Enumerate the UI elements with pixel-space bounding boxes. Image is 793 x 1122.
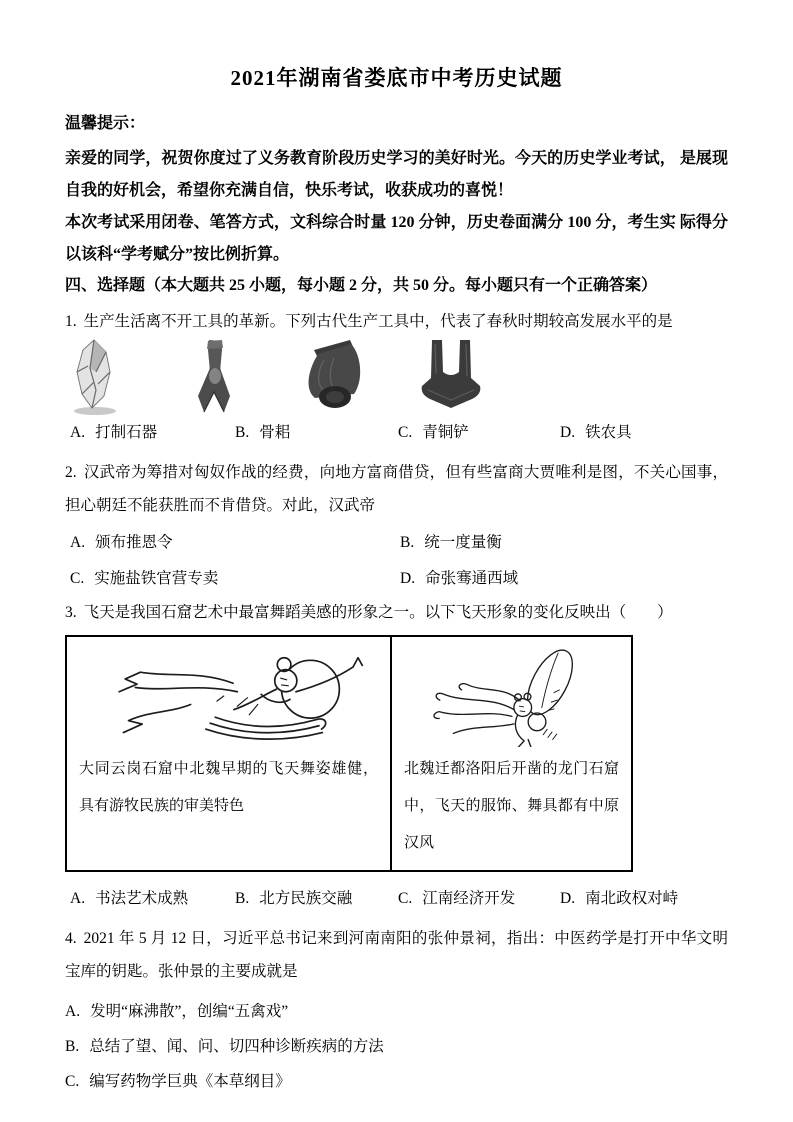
q1-option-d: D. 铁农具 (560, 424, 632, 441)
q3-option-c: C. 江南经济开发 (398, 890, 516, 907)
q4-option-b: B. 总结了望、闻、问、切四种诊断疾病的方法 (65, 1038, 384, 1055)
question-1-text: 1. 生产生活离不开工具的革新。下列古代生产工具中，代表了春秋时期较高发展水平的是 (65, 313, 673, 330)
question-2-options (70, 530, 728, 588)
question-1-number: 1. (65, 313, 77, 330)
question-4-options (65, 1001, 728, 1093)
bronze-shovel-image (300, 338, 366, 412)
q2-option-b: B. 统一度量衡 (400, 534, 502, 551)
iron-farm-tool-image (420, 338, 482, 414)
intro-paragraph-1: 亲爱的同学，祝贺你度过了义务教育阶段历史学习的美好时光。今天的历史学业考试， 是展现自我的好机会，希望你充满自信，快乐考试，收获成功的喜悦！ (65, 150, 728, 199)
q1-option-b: B. 骨耜 (235, 424, 291, 441)
question-4-number: 4. (65, 930, 77, 947)
question-2-number: 2. (65, 464, 77, 481)
chipped-stone-tool-image (68, 338, 120, 416)
bone-spade-image (190, 338, 238, 416)
question-1 (65, 305, 728, 446)
section-header: 四、选择题（本大题共 25 小题，每小题 2 分，共 50 分。每小题只有一个正确答案） (65, 277, 658, 294)
longmen-apsara-line-drawing-icon (404, 645, 617, 747)
q3-option-d: D. 南北政权对峙 (560, 890, 679, 907)
figure-cell-yungang (67, 637, 392, 870)
question-3-number: 3. (65, 604, 77, 621)
q1-option-a: A. 打制石器 (70, 424, 158, 441)
q1-option-c: C. 青铜铲 (398, 424, 469, 441)
question-1-options (65, 420, 728, 446)
q3-option-a: A. 书法艺术成熟 (70, 890, 189, 907)
apsara-comparison-figure (65, 635, 633, 872)
q2-option-d: D. 命张骞通西域 (400, 570, 519, 587)
q2-option-c: C. 实施盐铁官营专卖 (70, 570, 219, 587)
question-1-artifact-images (65, 338, 728, 416)
question-2-text: 2. 汉武帝为筹措对匈奴作战的经费，向地方富商借贷，但有些富商大贾唯利是图，不关心国事，担心朝廷不能获胜而不肯借贷。对此，汉武帝 (65, 464, 728, 514)
q4-option-a: A. 发明“麻沸散”，创编“五禽戏” (65, 1003, 289, 1020)
question-2 (65, 456, 728, 588)
q4-option-c: C. 编写药物学巨典《本草纲目》 (65, 1073, 291, 1090)
question-4 (65, 922, 728, 1093)
question-4-text: 4. 2021 年 5 月 12 日，习近平总书记来到河南南阳的张仲景祠，指出：中医药学是打开中华文明宝库的钥匙。张仲景的主要成就是 (65, 930, 728, 980)
question-3-text: 3. 飞天是我国石窟艺术中最富舞蹈美感的形象之一。以下飞天形象的变化反映出（ ） (65, 604, 673, 621)
intro-paragraph-2: 本次考试采用闭卷、笔答方式，文科综合时量 120 分钟，历史卷面满分 100 分，考生实 际得分以该科“学考赋分”按比例折算。 (65, 214, 728, 263)
figure-cell-longmen (392, 637, 631, 870)
longmen-caption: 北魏迁都洛阳后开凿的龙门石窟中，飞天的服饰、舞具都有中原汉风 (404, 761, 619, 851)
page-title: 2021年湖南省娄底市中考历史试题 (230, 66, 563, 90)
question-3 (65, 596, 728, 912)
yungang-caption: 大同云岗石窟中北魏早期的飞天舞姿雄健，具有游牧民族的审美特色 (79, 761, 378, 814)
yungang-apsara-line-drawing-icon (79, 645, 377, 747)
tips-label: 温馨提示： (65, 115, 146, 132)
question-3-options (65, 886, 728, 912)
q2-option-a: A. 颁布推恩令 (70, 534, 173, 551)
q3-option-b: B. 北方民族交融 (235, 890, 353, 907)
